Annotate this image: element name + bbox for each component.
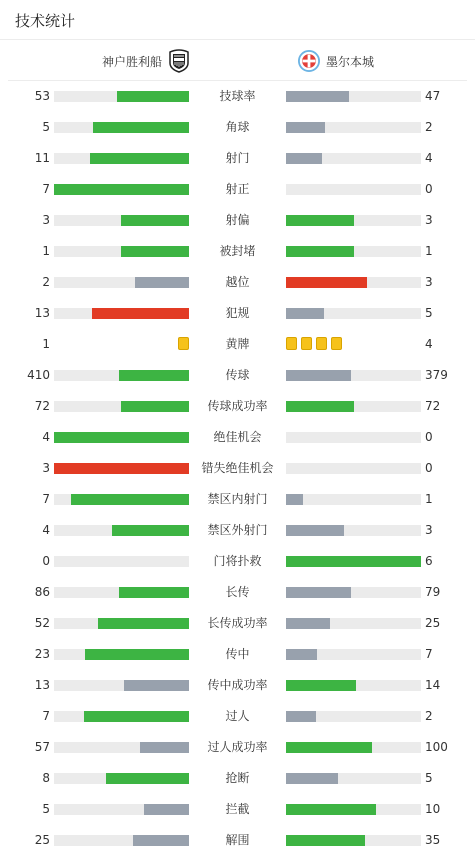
stat-label: 禁区内射门 — [207, 492, 268, 506]
away-stat-value: 1 — [425, 492, 433, 506]
home-stat-value: 13 — [34, 306, 50, 320]
home-stat-bar — [54, 277, 189, 288]
yellow-card-icon — [316, 337, 327, 350]
stat-label: 绝佳机会 — [213, 430, 262, 444]
away-stat-value: 4 — [425, 337, 433, 351]
stat-row — [0, 81, 475, 112]
stat-label: 解围 — [225, 833, 250, 847]
away-stat-bar — [286, 463, 421, 474]
stat-label: 长传成功率 — [207, 616, 268, 630]
away-stat-bar — [286, 246, 421, 257]
home-stat-value: 53 — [34, 89, 50, 103]
home-stat-bar-fill — [119, 370, 189, 381]
home-team-name: 神户胜利船 — [102, 54, 163, 69]
home-stat-bar-fill — [84, 711, 189, 722]
away-stat-bar — [286, 556, 421, 567]
away-stat-bar — [286, 308, 421, 319]
away-stat-bar — [286, 649, 421, 660]
home-stat-bar-fill — [90, 153, 189, 164]
home-stat-bar — [54, 463, 189, 474]
stat-row — [0, 205, 475, 236]
yellow-card-icon — [178, 337, 189, 350]
away-stat-bar — [286, 618, 421, 629]
away-stat-bar-fill — [286, 153, 322, 164]
away-stat-bar-fill — [286, 587, 351, 598]
stat-label: 传球成功率 — [207, 399, 268, 413]
home-stat-bar — [54, 711, 189, 722]
home-stat-bar-fill — [121, 401, 189, 412]
home-stat-bar — [54, 804, 189, 815]
home-stat-value: 1 — [42, 244, 50, 258]
home-stat-bar-fill — [92, 308, 189, 319]
stat-row — [0, 484, 475, 515]
home-stat-bar — [54, 91, 189, 102]
away-stat-value: 4 — [425, 151, 433, 165]
header — [0, 0, 475, 40]
stat-row — [0, 701, 475, 732]
home-stat-bar-fill — [85, 649, 189, 660]
away-stat-bar — [286, 370, 421, 381]
home-stat-value: 11 — [34, 151, 50, 165]
away-stat-value: 5 — [425, 771, 433, 785]
stat-row — [0, 391, 475, 422]
away-stat-value: 72 — [425, 399, 441, 413]
home-stat-value: 25 — [34, 833, 50, 847]
stat-row — [0, 329, 475, 360]
home-stat-bar — [54, 556, 189, 567]
stat-label: 拦截 — [225, 802, 250, 816]
away-stat-bar-fill — [286, 122, 325, 133]
stat-row — [0, 639, 475, 670]
stat-row — [0, 794, 475, 825]
away-stat-value: 3 — [425, 523, 433, 537]
away-stat-bar — [286, 587, 421, 598]
home-stat-bar-fill — [121, 246, 189, 257]
away-stat-bar-fill — [286, 618, 330, 629]
home-stat-bar-fill — [112, 525, 189, 536]
away-team[interactable] — [290, 49, 374, 73]
away-stat-value: 10 — [425, 802, 441, 816]
stat-label: 门将扑救 — [213, 554, 262, 568]
home-stat-bar-fill — [135, 277, 189, 288]
home-team-crest-icon — [168, 49, 190, 73]
away-stat-value: 0 — [425, 430, 433, 444]
away-stat-value: 25 — [425, 616, 441, 630]
stat-label: 长传 — [225, 585, 250, 599]
home-stat-value: 2 — [42, 275, 50, 289]
away-stat-value: 379 — [425, 368, 448, 382]
home-stat-bar — [54, 649, 189, 660]
home-stat-bar — [54, 153, 189, 164]
home-stat-bar-fill — [54, 184, 189, 195]
stat-label: 传中成功率 — [207, 678, 268, 692]
team-header — [8, 41, 467, 81]
away-stat-bar — [286, 122, 421, 133]
away-stat-bar-fill — [286, 556, 421, 567]
home-stat-bar-fill — [124, 680, 189, 691]
away-stat-bar-fill — [286, 804, 376, 815]
home-stat-bar-fill — [106, 773, 189, 784]
away-yellow-cards — [286, 337, 342, 350]
stat-row — [0, 546, 475, 577]
home-stat-value: 8 — [42, 771, 50, 785]
away-stat-value: 2 — [425, 120, 433, 134]
away-stat-bar-fill — [286, 370, 351, 381]
stat-label: 错失绝佳机会 — [201, 461, 274, 475]
stat-row — [0, 143, 475, 174]
stat-label: 禁区外射门 — [207, 523, 268, 537]
away-stat-bar-fill — [286, 773, 338, 784]
stat-row — [0, 763, 475, 794]
home-stat-value: 7 — [42, 492, 50, 506]
stats-list — [0, 81, 475, 856]
away-stat-bar — [286, 494, 421, 505]
stat-label: 过人成功率 — [207, 740, 268, 754]
home-stat-value: 13 — [34, 678, 50, 692]
page-title: 技术统计 — [15, 12, 76, 30]
stat-row — [0, 608, 475, 639]
away-stat-bar — [286, 277, 421, 288]
stat-label: 传中 — [225, 647, 250, 661]
away-stat-value: 3 — [425, 213, 433, 227]
home-stat-bar — [54, 773, 189, 784]
home-stat-bar-fill — [140, 742, 189, 753]
away-stat-bar-fill — [286, 649, 317, 660]
away-stat-bar-fill — [286, 711, 316, 722]
yellow-card-icon — [286, 337, 297, 350]
home-stat-bar — [54, 370, 189, 381]
away-stat-bar-fill — [286, 680, 356, 691]
stat-label: 射偏 — [225, 213, 250, 227]
stat-label: 传球 — [225, 368, 250, 382]
home-stat-value: 0 — [42, 554, 50, 568]
away-stat-bar-fill — [286, 308, 324, 319]
away-stat-value: 0 — [425, 461, 433, 475]
away-team-crest-icon — [298, 49, 320, 73]
stat-label: 越位 — [225, 275, 250, 289]
home-stat-bar-fill — [144, 804, 189, 815]
home-stat-bar-fill — [133, 835, 189, 846]
away-stat-value: 14 — [425, 678, 441, 692]
stat-row — [0, 515, 475, 546]
stat-label: 射正 — [225, 182, 250, 196]
home-stat-bar-fill — [121, 215, 189, 226]
home-stat-bar — [54, 215, 189, 226]
away-stat-bar — [286, 804, 421, 815]
stat-row — [0, 670, 475, 701]
home-stat-bar — [54, 184, 189, 195]
home-stat-bar — [54, 432, 189, 443]
home-team[interactable] — [102, 49, 196, 73]
home-stat-value: 1 — [42, 337, 50, 351]
home-stat-value: 7 — [42, 182, 50, 196]
away-stat-value: 7 — [425, 647, 433, 661]
stat-row — [0, 360, 475, 391]
away-stat-value: 1 — [425, 244, 433, 258]
home-stat-bar-fill — [98, 618, 189, 629]
away-stat-bar — [286, 91, 421, 102]
stat-row — [0, 732, 475, 763]
home-stat-bar-fill — [71, 494, 189, 505]
away-stat-value: 100 — [425, 740, 448, 754]
away-stat-bar — [286, 835, 421, 846]
home-yellow-cards — [178, 337, 189, 350]
home-stat-bar — [54, 525, 189, 536]
stat-row — [0, 577, 475, 608]
away-stat-bar — [286, 711, 421, 722]
stat-label: 角球 — [225, 120, 250, 134]
away-stat-bar-fill — [286, 742, 372, 753]
away-stat-value: 47 — [425, 89, 441, 103]
home-stat-value: 410 — [27, 368, 50, 382]
stat-label: 过人 — [225, 709, 250, 723]
stat-row — [0, 453, 475, 484]
away-stat-bar-fill — [286, 215, 354, 226]
stat-label: 射门 — [225, 151, 250, 165]
away-stat-bar-fill — [286, 246, 354, 257]
away-stat-value: 79 — [425, 585, 441, 599]
stat-row — [0, 422, 475, 453]
stat-label: 技球率 — [219, 89, 256, 103]
away-stat-bar — [286, 525, 421, 536]
away-stat-bar-fill — [286, 835, 365, 846]
away-stat-bar-fill — [286, 91, 349, 102]
away-stat-bar — [286, 742, 421, 753]
home-stat-value: 4 — [42, 430, 50, 444]
stat-row — [0, 825, 475, 856]
stat-label: 抢断 — [225, 771, 250, 785]
stat-row — [0, 298, 475, 329]
away-stat-bar-fill — [286, 494, 303, 505]
away-stat-bar — [286, 184, 421, 195]
away-stat-value: 5 — [425, 306, 433, 320]
home-stat-value: 7 — [42, 709, 50, 723]
away-team-name: 墨尔本城 — [326, 54, 375, 69]
away-stat-bar — [286, 401, 421, 412]
home-stat-value: 4 — [42, 523, 50, 537]
away-stat-bar-fill — [286, 277, 367, 288]
stat-row — [0, 112, 475, 143]
home-stat-bar — [54, 494, 189, 505]
stat-label: 黄牌 — [225, 337, 250, 351]
away-stat-bar — [286, 680, 421, 691]
home-stat-value: 72 — [34, 399, 50, 413]
stat-row — [0, 236, 475, 267]
home-stat-bar — [54, 618, 189, 629]
away-stat-value: 3 — [425, 275, 433, 289]
home-stat-bar-fill — [93, 122, 189, 133]
home-stat-bar-fill — [54, 463, 189, 474]
home-stat-bar — [54, 122, 189, 133]
home-stat-bar — [54, 742, 189, 753]
home-stat-bar — [54, 587, 189, 598]
home-stat-value: 5 — [42, 802, 50, 816]
home-stat-bar — [54, 680, 189, 691]
home-stat-value: 57 — [34, 740, 50, 754]
stat-row — [0, 174, 475, 205]
home-stat-value: 23 — [34, 647, 50, 661]
away-stat-value: 6 — [425, 554, 433, 568]
home-stat-bar — [54, 246, 189, 257]
home-stat-bar — [54, 308, 189, 319]
home-stat-bar-fill — [54, 432, 189, 443]
yellow-card-icon — [331, 337, 342, 350]
away-stat-bar-fill — [286, 525, 344, 536]
stat-label: 犯规 — [225, 306, 250, 320]
away-stat-bar — [286, 773, 421, 784]
stat-row — [0, 267, 475, 298]
away-stat-value: 2 — [425, 709, 433, 723]
away-stat-value: 35 — [425, 833, 441, 847]
away-stat-bar — [286, 432, 421, 443]
home-stat-bar-fill — [119, 587, 189, 598]
home-stat-bar — [54, 401, 189, 412]
home-stat-value: 5 — [42, 120, 50, 134]
home-stat-value: 52 — [34, 616, 50, 630]
home-stat-value: 3 — [42, 213, 50, 227]
stat-label: 被封堵 — [219, 244, 256, 258]
away-stat-bar — [286, 153, 421, 164]
yellow-card-icon — [301, 337, 312, 350]
home-stat-value: 86 — [34, 585, 50, 599]
home-stat-bar — [54, 835, 189, 846]
home-stat-bar-fill — [117, 91, 189, 102]
away-stat-bar — [286, 215, 421, 226]
away-stat-value: 0 — [425, 182, 433, 196]
away-stat-bar-fill — [286, 401, 354, 412]
home-stat-value: 3 — [42, 461, 50, 475]
